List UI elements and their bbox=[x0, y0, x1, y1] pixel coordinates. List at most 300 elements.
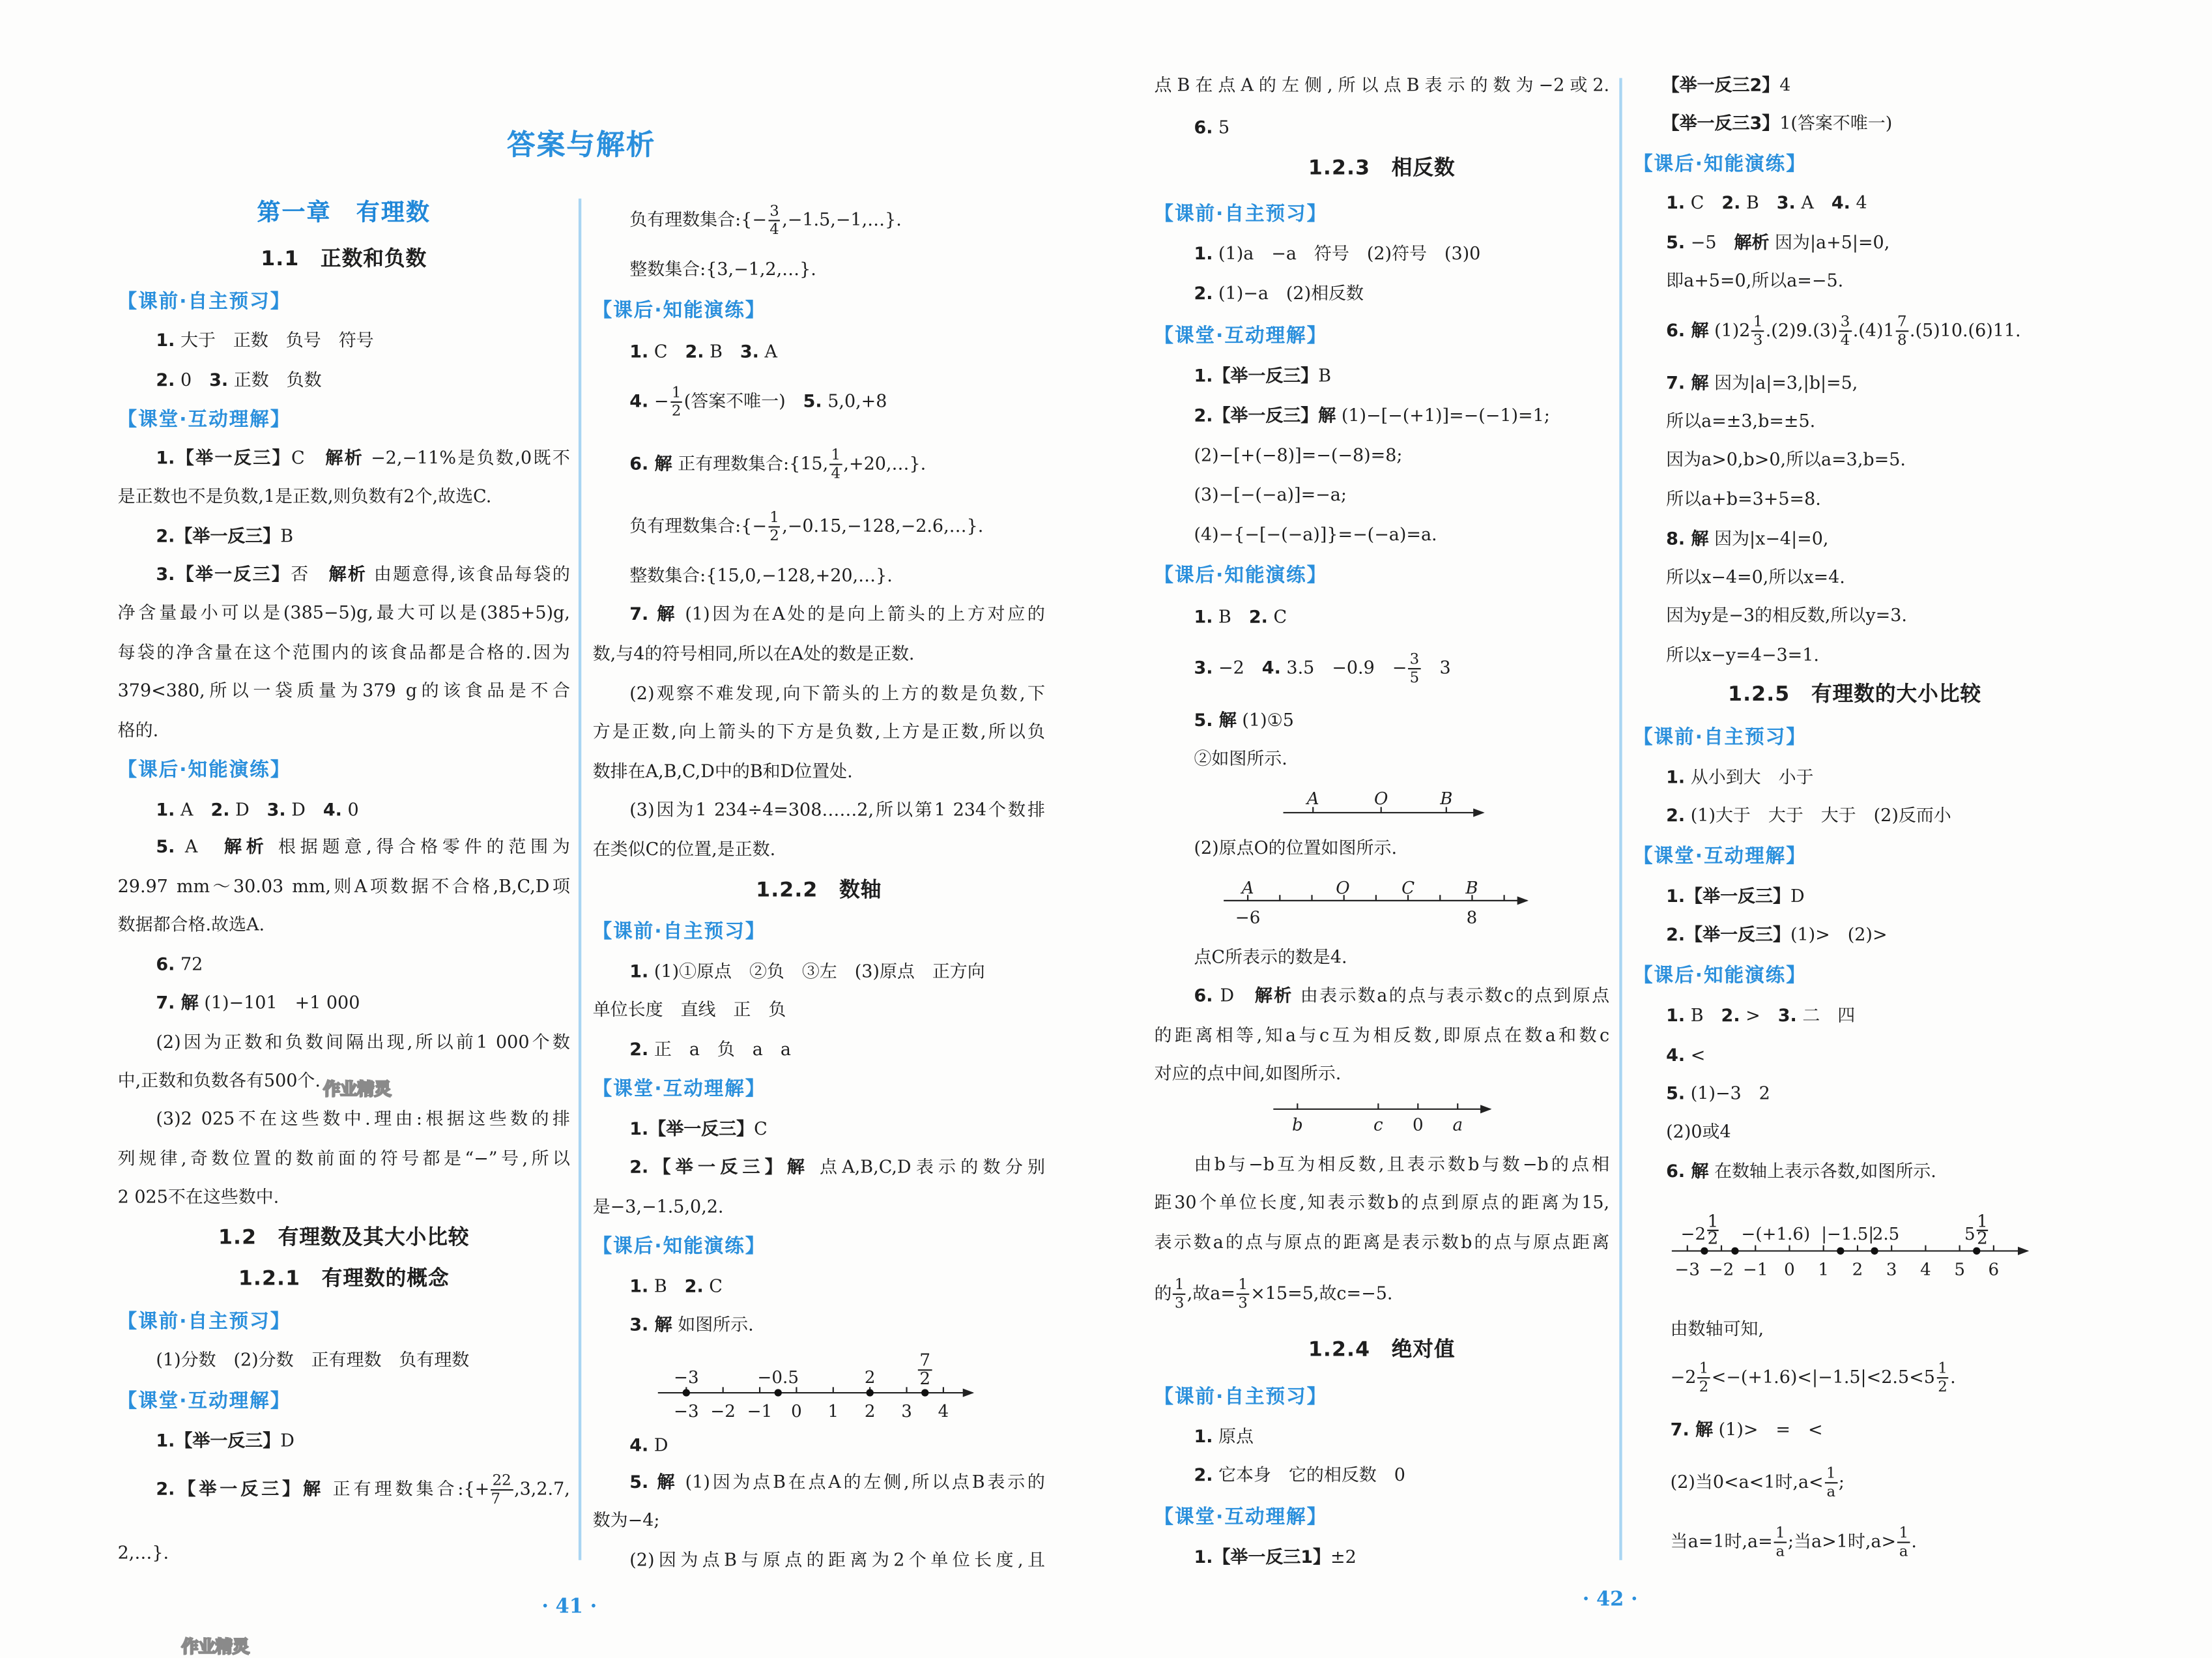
bold-label: 2. bbox=[1721, 191, 1741, 213]
text-run: 是正数也不是负数,1是正数,则负数有2个,故选C. bbox=[117, 485, 492, 506]
bold-label: 6. bbox=[156, 953, 175, 975]
tick-label: 0 bbox=[1784, 1260, 1795, 1280]
bold-label: 5. 解 bbox=[629, 1470, 678, 1492]
text-run: (1)分数 (2)分数 正有理数 负有理数 bbox=[156, 1348, 470, 1371]
bold-label: 3. 解 bbox=[629, 1313, 672, 1335]
text-run: (3)−[−(−a)]=−a; bbox=[1194, 484, 1347, 505]
tick-label: 8 bbox=[1466, 908, 1478, 928]
tick-label: 0 bbox=[791, 1402, 802, 1422]
bold-label: 5. bbox=[1666, 1082, 1686, 1104]
text-run: A bbox=[175, 798, 211, 820]
text-run: (2)原点O的位置如图所示. bbox=[1194, 836, 1398, 858]
text-run: B bbox=[280, 525, 294, 546]
bold-label: 2. bbox=[1194, 282, 1213, 304]
numerator: 1 bbox=[1825, 1465, 1837, 1483]
text-run: (1)−[−(+1)]=−(−1)=1; bbox=[1336, 404, 1550, 426]
bold-label: 6. bbox=[1194, 984, 1213, 1006]
text-run: (2)−[+(−8)]=−(−8)=8; bbox=[1194, 444, 1403, 465]
point-dot bbox=[683, 1389, 690, 1396]
text-run: (1)大于 大于 大于 (2)反而小 bbox=[1685, 804, 1951, 826]
text-run: (1)①5 bbox=[1236, 709, 1294, 731]
text-run: 数为−4; bbox=[592, 1509, 660, 1531]
text-run: ±2 bbox=[1330, 1546, 1357, 1567]
text-run: ,−0.15,−128,−2.6,…}. bbox=[782, 514, 984, 536]
denominator: 8 bbox=[1897, 332, 1907, 349]
denominator: 7 bbox=[491, 1491, 500, 1508]
point-label: A bbox=[1306, 789, 1319, 809]
denominator: 4 bbox=[769, 221, 779, 239]
text-run: ,+20,…}. bbox=[843, 452, 926, 474]
fraction-denominator: 2 bbox=[1977, 1229, 1988, 1249]
bold-label: 5. bbox=[803, 390, 822, 412]
text-run: 正有理数集合:{15, bbox=[672, 452, 829, 474]
bold-label: 3. bbox=[209, 368, 229, 390]
tick-label: −3 bbox=[1674, 1260, 1701, 1280]
text-run: 【课后·知能演练】 bbox=[1633, 964, 1807, 987]
text-run: 二 四 bbox=[1796, 1004, 1856, 1026]
page-title: 答案与解析 bbox=[507, 127, 656, 162]
bold-label: 解析 bbox=[223, 835, 268, 857]
text-run: 净含量最小可以是(385−5)g,最大可以是(385+5)g, bbox=[117, 601, 570, 623]
text-run: D bbox=[648, 1434, 668, 1455]
text-run: 数据都合格.故选A. bbox=[117, 913, 265, 935]
text-run: 【课前·自主预习】 bbox=[1633, 726, 1807, 749]
text-run: 【课堂·互动理解】 bbox=[1154, 1506, 1328, 1529]
text-run: (3)2 025不在这些数中.理由:根据这些数的排 bbox=[156, 1107, 570, 1129]
bold-label: 解析 bbox=[1734, 231, 1770, 253]
text-run: 【课后·知能演练】 bbox=[592, 299, 766, 322]
text-run: 第一章 有理数 bbox=[257, 198, 431, 226]
numerator: 3 bbox=[768, 203, 781, 221]
text-run: 所以a+b=3+5=8. bbox=[1666, 487, 1821, 510]
bold-label: 3. bbox=[1777, 1004, 1797, 1026]
text-run: 正有理数集合:{+ bbox=[324, 1477, 490, 1500]
point-dot bbox=[1871, 1247, 1878, 1255]
tick-label: 2 bbox=[1852, 1260, 1863, 1280]
numerator: 7 bbox=[1896, 313, 1908, 332]
bold-label: 5. bbox=[156, 835, 175, 857]
text-run: 1.2.2 数轴 bbox=[756, 879, 882, 903]
text-run: 格的. bbox=[117, 719, 159, 740]
text-run: . bbox=[1911, 1530, 1917, 1552]
text-run: 1(答案不唯一) bbox=[1779, 111, 1893, 134]
page-number-left: · 41 · bbox=[541, 1595, 597, 1619]
bold-label: 5. bbox=[1666, 231, 1686, 253]
tick-label: 1 bbox=[1818, 1260, 1830, 1280]
text-run: 点A,B,C,D表示的数分别 bbox=[809, 1156, 1045, 1178]
text-run: 正 a 负 a a bbox=[648, 1038, 791, 1060]
bold-label: 2. bbox=[1721, 1004, 1740, 1026]
text-run: B bbox=[1740, 191, 1777, 213]
denominator: 2 bbox=[1938, 1378, 1947, 1396]
text-run: D bbox=[280, 1429, 294, 1451]
bold-label: 3. bbox=[740, 340, 759, 362]
bold-label: 1. bbox=[1194, 1425, 1213, 1447]
bold-label: 1.【举一反三】 bbox=[629, 1117, 754, 1139]
number-line-figure-1 bbox=[658, 1351, 973, 1421]
numerator: 1 bbox=[1237, 1277, 1249, 1295]
fraction-denominator: 2 bbox=[1707, 1229, 1719, 1249]
denominator: 2 bbox=[1699, 1378, 1709, 1396]
bold-label: 【举一反三2】 bbox=[1661, 74, 1780, 95]
tick-label: −3 bbox=[674, 1402, 699, 1422]
text-run: B bbox=[1685, 1004, 1721, 1026]
point-dot bbox=[867, 1389, 874, 1396]
numerator: 1 bbox=[1698, 1360, 1710, 1378]
bold-label: 2.【举一反三】解 bbox=[1194, 404, 1336, 426]
point-label: 5 bbox=[1964, 1224, 1975, 1244]
denominator: 2 bbox=[671, 403, 682, 420]
fraction-numerator: 7 bbox=[919, 1350, 931, 1371]
text-run: > bbox=[1740, 1004, 1778, 1026]
text-run: 负有理数集合:{− bbox=[629, 514, 767, 536]
text-run: 5 bbox=[1213, 116, 1230, 138]
text-run: C bbox=[1267, 605, 1287, 627]
text-run: 因为|a|=3,|b|=5, bbox=[1708, 371, 1858, 393]
numerator: 1 bbox=[768, 509, 781, 527]
text-run: −5 bbox=[1685, 231, 1734, 253]
text-run: (2)观察不难发现,向下箭头的上方的数是负数,下 bbox=[629, 682, 1045, 704]
numerator: 1 bbox=[670, 385, 683, 403]
text-run: 【课前·自主预习】 bbox=[1154, 203, 1328, 226]
text-run: < bbox=[1685, 1043, 1706, 1066]
point-label: −3 bbox=[674, 1367, 699, 1388]
text-run: A bbox=[758, 340, 777, 362]
text-run: D bbox=[1790, 884, 1805, 907]
bold-label: 1. bbox=[629, 1275, 649, 1297]
text-run: 0 bbox=[341, 798, 359, 820]
text-run: 29.97 mm～30.03 mm,则A项数据不合格,B,C,D项 bbox=[117, 875, 570, 897]
numerator: 1 bbox=[1897, 1524, 1910, 1543]
text-run: C bbox=[291, 446, 326, 469]
numerator: 3 bbox=[1409, 651, 1421, 669]
point-label: B bbox=[1465, 879, 1478, 899]
text-run: 【课堂·互动理解】 bbox=[592, 1077, 766, 1101]
text-run: 方是正数,向上箭头的下方是负数,上方是正数,所以负 bbox=[592, 720, 1045, 742]
tick-label: −1 bbox=[747, 1402, 773, 1422]
text-run: 表示数a的点与原点的距离是表示数b的点与原点距离 bbox=[1154, 1230, 1610, 1253]
text-run: (1)> = < bbox=[1713, 1418, 1823, 1440]
point-label: 2 bbox=[864, 1367, 876, 1388]
tick-label: 4 bbox=[938, 1402, 949, 1422]
bold-label: 1. bbox=[1666, 766, 1686, 787]
text-run: D bbox=[285, 798, 323, 820]
tick-label: −2 bbox=[1708, 1260, 1734, 1280]
text-run: (1)因为点B在点A的左侧,所以点B表示的 bbox=[677, 1470, 1045, 1492]
bold-label: 4. bbox=[1831, 191, 1850, 213]
bold-label: 解析 bbox=[325, 446, 364, 469]
bold-label: 【举一反三3】 bbox=[1661, 111, 1780, 134]
text-run: A bbox=[175, 835, 224, 857]
bold-label: 1. bbox=[1194, 242, 1213, 264]
bold-label: 2.【举一反三】 bbox=[156, 525, 281, 546]
text-run: 它本身 它的相反数 0 bbox=[1213, 1463, 1405, 1485]
tick-label: 6 bbox=[1988, 1260, 2000, 1280]
text-run: (答案不唯一) bbox=[683, 390, 803, 412]
bold-label: 6. 解 bbox=[629, 452, 672, 474]
point-label: 0 bbox=[1412, 1115, 1424, 1135]
text-run: 0 bbox=[175, 368, 210, 390]
bold-label: 1. bbox=[1194, 605, 1213, 627]
text-run: 5,0,+8 bbox=[822, 390, 887, 412]
text-run: (2)因为点B与原点的距离为2个单位长度,且 bbox=[629, 1549, 1045, 1571]
text-run: 中,正数和负数各有500个. bbox=[117, 1069, 321, 1091]
bold-label: 1. bbox=[1666, 191, 1686, 213]
bold-label: 3. bbox=[1194, 656, 1213, 678]
text-run: 3.5 −0.9 − bbox=[1280, 656, 1407, 678]
text-run: (1)①原点 ②负 ③左 (3)原点 正方向 bbox=[648, 960, 985, 982]
text-run: C bbox=[648, 340, 685, 362]
bold-label: 1. bbox=[1666, 1004, 1686, 1026]
text-run: 【课前·自主预习】 bbox=[117, 291, 291, 313]
text-run: 所以x−4=0,所以x=4. bbox=[1666, 566, 1845, 587]
text-run: 大于 正数 负号 符号 bbox=[175, 328, 374, 351]
point-label: |−1.5| bbox=[1821, 1224, 1874, 1244]
text-run: C bbox=[1685, 191, 1722, 213]
bold-label: 2.【举一反三】解 bbox=[629, 1156, 810, 1178]
denominator: 3 bbox=[1238, 1294, 1248, 1312]
text-run: 【课后·知能演练】 bbox=[1633, 153, 1807, 176]
bold-label: 3. bbox=[266, 798, 286, 820]
text-run: (1)−3 2 bbox=[1685, 1082, 1770, 1104]
text-run: 因为|x−4|=0, bbox=[1708, 527, 1829, 549]
text-run: 【课堂·互动理解】 bbox=[117, 408, 291, 431]
text-run: 1.1 正数和负数 bbox=[261, 248, 427, 271]
text-run: 所以x−y=4−3=1. bbox=[1666, 643, 1819, 665]
text-run: 由b与−b互为相反数,且表示数b与数−b的点相 bbox=[1194, 1153, 1610, 1174]
text-run: 是−3,−1.5,0,2. bbox=[592, 1195, 724, 1217]
bold-label: 6. 解 bbox=[1666, 319, 1709, 341]
text-run: B bbox=[704, 340, 740, 362]
text-run: 对应的点中间,如图所示. bbox=[1154, 1062, 1342, 1084]
numerator: 1 bbox=[829, 447, 842, 465]
text-run: 【课前·自主预习】 bbox=[592, 920, 766, 944]
point-label: −0.5 bbox=[757, 1367, 799, 1388]
denominator: 2 bbox=[769, 527, 779, 545]
watermark: 作业精灵 bbox=[181, 1637, 250, 1657]
denominator: a bbox=[1826, 1483, 1836, 1501]
denominator: 5 bbox=[1409, 669, 1420, 687]
text-run: 因为a>0,b>0,所以a=3,b=5. bbox=[1666, 448, 1906, 470]
text-run: 即a+5=0,所以a=−5. bbox=[1666, 269, 1844, 291]
text-run: 数,与4的符号相同,所以在A处的数是正数. bbox=[592, 642, 915, 664]
text-run: 72 bbox=[175, 953, 203, 975]
fraction-numerator: 1 bbox=[1707, 1212, 1719, 1232]
numerator: 1 bbox=[1173, 1277, 1186, 1295]
text-run: A bbox=[1795, 191, 1831, 213]
text-run: 距30个单位长度,知表示数b的点到原点的距离为15, bbox=[1154, 1191, 1610, 1213]
bold-label: 7. 解 bbox=[629, 602, 678, 624]
text-run: 正数 负数 bbox=[228, 368, 322, 390]
point-label: b bbox=[1291, 1115, 1303, 1135]
text-run: ;当a>1时,a> bbox=[1787, 1530, 1897, 1552]
bold-label: 解析 bbox=[328, 562, 367, 585]
bold-label: 7. 解 bbox=[1666, 371, 1709, 393]
text-run: 【课后·知能演练】 bbox=[117, 759, 291, 782]
text-run: 4 bbox=[1779, 74, 1791, 95]
text-run: 如图所示. bbox=[672, 1313, 754, 1335]
denominator: 4 bbox=[831, 465, 841, 482]
text-run: (1)−101 +1 000 bbox=[198, 991, 360, 1013]
number-line-figure-2 bbox=[1284, 789, 1484, 813]
bold-label: 2. bbox=[1666, 804, 1686, 826]
text-run: 【课堂·互动理解】 bbox=[1154, 325, 1328, 348]
text-run: 否 bbox=[291, 562, 329, 585]
bold-label: 解析 bbox=[1254, 984, 1293, 1006]
text-run: 的距离相等,知a与c互为相反数,即原点在数a和数c bbox=[1154, 1024, 1610, 1045]
bold-label: 4. bbox=[323, 798, 342, 820]
point-label: O bbox=[1336, 879, 1350, 899]
text-run: −2,−11%是负数,0既不 bbox=[364, 446, 570, 469]
point-dot bbox=[775, 1389, 782, 1396]
text-run: −2 bbox=[1670, 1365, 1697, 1388]
bold-label: 4. bbox=[629, 1434, 649, 1455]
text-run: .(5)10.(6)11. bbox=[1909, 319, 2021, 341]
numerator: 22 bbox=[491, 1472, 512, 1491]
text-run: B bbox=[1318, 364, 1332, 386]
text-run: 1.2.5 有理数的大小比较 bbox=[1728, 683, 1982, 706]
text-run: 点B在点A的左侧,所以点B表示的数为−2或2. bbox=[1154, 74, 1610, 95]
text-run: ,−1.5,−1,…}. bbox=[782, 208, 902, 230]
text-run: .(2)9.(3) bbox=[1765, 319, 1838, 341]
tick-label: 2 bbox=[864, 1402, 876, 1422]
bold-label: 2.【举一反三】解 bbox=[156, 1477, 324, 1500]
bold-label: 1. bbox=[629, 340, 649, 362]
tick-label: −6 bbox=[1235, 908, 1261, 928]
text-run: (2)0或4 bbox=[1666, 1120, 1731, 1142]
text-run: 2,…}. bbox=[117, 1541, 169, 1563]
text-run: (1)a −a 符号 (2)符号 (3)0 bbox=[1213, 242, 1481, 264]
text-run: −2 bbox=[1213, 656, 1262, 678]
bold-label: 6. 解 bbox=[1666, 1160, 1709, 1182]
page-number-right: · 42 · bbox=[1582, 1588, 1638, 1612]
number-line-figure-4 bbox=[1273, 1103, 1490, 1135]
text-run: (1)因为在A处的是向上箭头的上方对应的 bbox=[677, 602, 1045, 624]
text-run: B bbox=[1213, 605, 1249, 627]
text-run: 在类似C的位置,是正数. bbox=[592, 838, 776, 860]
text-run: 1.2.3 相反数 bbox=[1308, 157, 1456, 181]
tick-label: −1 bbox=[1743, 1260, 1768, 1280]
tick-label: 3 bbox=[901, 1402, 912, 1422]
point-label: a bbox=[1452, 1115, 1463, 1135]
text-run: − bbox=[648, 390, 669, 412]
bold-label: 4. bbox=[629, 390, 649, 412]
text-run: 根据题意,得合格零件的范围为 bbox=[268, 835, 570, 857]
text-run: 因为y是−3的相反数,所以y=3. bbox=[1666, 604, 1907, 626]
bold-label: 3. bbox=[1776, 191, 1796, 213]
text-run: (1)2 bbox=[1708, 319, 1751, 341]
text-run: 数排在A,B,C,D中的B和D位置处. bbox=[592, 760, 853, 782]
point-label: A bbox=[1241, 879, 1254, 899]
denominator: 3 bbox=[1753, 332, 1763, 349]
bold-label: 2. bbox=[156, 368, 175, 390]
numerator: 1 bbox=[1752, 313, 1764, 332]
tick-label: 4 bbox=[1920, 1260, 1931, 1280]
denominator: a bbox=[1899, 1543, 1908, 1560]
text-run: D bbox=[1213, 984, 1255, 1006]
point-label: −(+1.6) bbox=[1741, 1224, 1811, 1244]
text-run: 【课前·自主预习】 bbox=[117, 1310, 291, 1333]
fraction-denominator: 2 bbox=[919, 1369, 931, 1389]
text-run: 负有理数集合:{− bbox=[629, 208, 767, 230]
text-run: ,3,2.7, bbox=[514, 1477, 570, 1500]
text-run: ×15=5,故c=−5. bbox=[1250, 1282, 1393, 1303]
text-run: 【课后·知能演练】 bbox=[1154, 564, 1328, 587]
tick-label: −2 bbox=[710, 1402, 736, 1422]
text-run: C bbox=[703, 1275, 723, 1297]
text-run: 由题意得,该食品每袋的 bbox=[367, 562, 570, 585]
text-run: 列规律,奇数位置的数前面的符号都是“−”号,所以 bbox=[117, 1147, 570, 1169]
text-run: B bbox=[648, 1275, 685, 1297]
point-dot bbox=[1837, 1247, 1844, 1255]
numerator: 1 bbox=[1936, 1360, 1949, 1378]
point-dot bbox=[1731, 1247, 1738, 1255]
bold-label: 4. bbox=[1261, 656, 1281, 678]
text-run: 1.2.1 有理数的概念 bbox=[238, 1268, 450, 1291]
bold-label: 6. bbox=[1194, 116, 1213, 138]
text-run: D bbox=[229, 798, 267, 820]
text-run: ②如图所示. bbox=[1194, 747, 1287, 769]
text-run: . bbox=[1950, 1365, 1956, 1388]
bold-label: 2. bbox=[210, 798, 230, 820]
bold-label: 2. bbox=[1248, 605, 1268, 627]
denominator: a bbox=[1775, 1543, 1785, 1560]
text-run: ; bbox=[1838, 1470, 1845, 1492]
text-run: 【课后·知能演练】 bbox=[592, 1235, 766, 1258]
point-label: −2 bbox=[1680, 1224, 1706, 1244]
text-run: 整数集合:{15,0,−128,+20,…}. bbox=[629, 564, 893, 586]
number-line-figure-3 bbox=[1224, 879, 1527, 928]
bold-label: 5. 解 bbox=[1194, 709, 1237, 731]
text-run: (1)−a (2)相反数 bbox=[1213, 282, 1364, 304]
text-run: 因为|a+5|=0, bbox=[1769, 231, 1890, 253]
text-run: 1.2.4 绝对值 bbox=[1308, 1339, 1456, 1362]
bold-label: 1.【举一反三1】 bbox=[1194, 1546, 1331, 1567]
bold-label: 7. 解 bbox=[156, 991, 199, 1013]
bold-label: 1.【举一反三】 bbox=[156, 1429, 281, 1451]
bold-label: 2. bbox=[1194, 1463, 1213, 1485]
point-label: O bbox=[1374, 789, 1388, 809]
bold-label: 4. bbox=[1666, 1043, 1686, 1066]
text-run: 每袋的净含量在这个范围内的该食品都是合格的.因为 bbox=[117, 641, 570, 663]
bold-label: 2.【举一反三】 bbox=[1666, 923, 1790, 945]
text-run: 1.2 有理数及其大小比较 bbox=[218, 1227, 470, 1250]
text-run: .(4)1 bbox=[1852, 319, 1895, 341]
bold-label: 1. bbox=[156, 328, 175, 351]
tick-label: 5 bbox=[1954, 1260, 1965, 1280]
bold-label: 1.【举一反三】 bbox=[156, 446, 291, 469]
watermark: 作业精灵 bbox=[323, 1080, 392, 1100]
text-run: 整数集合:{3,−1,2,…}. bbox=[629, 258, 816, 280]
text-run: (2)因为正数和负数间隔出现,所以前1 000个数 bbox=[156, 1031, 570, 1053]
number-line-figure-5 bbox=[1672, 1212, 2028, 1279]
numerator: 1 bbox=[1774, 1524, 1787, 1543]
bold-label: 1.【举一反三】 bbox=[1666, 884, 1790, 907]
text-run: 点C所表示的数是4. bbox=[1194, 946, 1347, 968]
bold-label: 8. 解 bbox=[1666, 527, 1709, 549]
text-run: (3)因为1 234÷4=308……2,所以第1 234个数排 bbox=[629, 798, 1045, 820]
text-run: <−(+1.6)<|−1.5|<2.5<5 bbox=[1711, 1365, 1935, 1388]
text-run: 所以a=±3,b=±5. bbox=[1666, 409, 1816, 431]
tick-label: 3 bbox=[1886, 1260, 1897, 1280]
text-run: 【课前·自主预习】 bbox=[1154, 1386, 1328, 1408]
point-label: c bbox=[1373, 1115, 1383, 1135]
numerator: 3 bbox=[1839, 313, 1852, 332]
tick-label: 1 bbox=[827, 1402, 839, 1422]
bold-label: 7. 解 bbox=[1670, 1418, 1714, 1440]
text-run: 【课堂·互动理解】 bbox=[1633, 845, 1807, 868]
text-run: 由数轴可知, bbox=[1670, 1317, 1764, 1339]
